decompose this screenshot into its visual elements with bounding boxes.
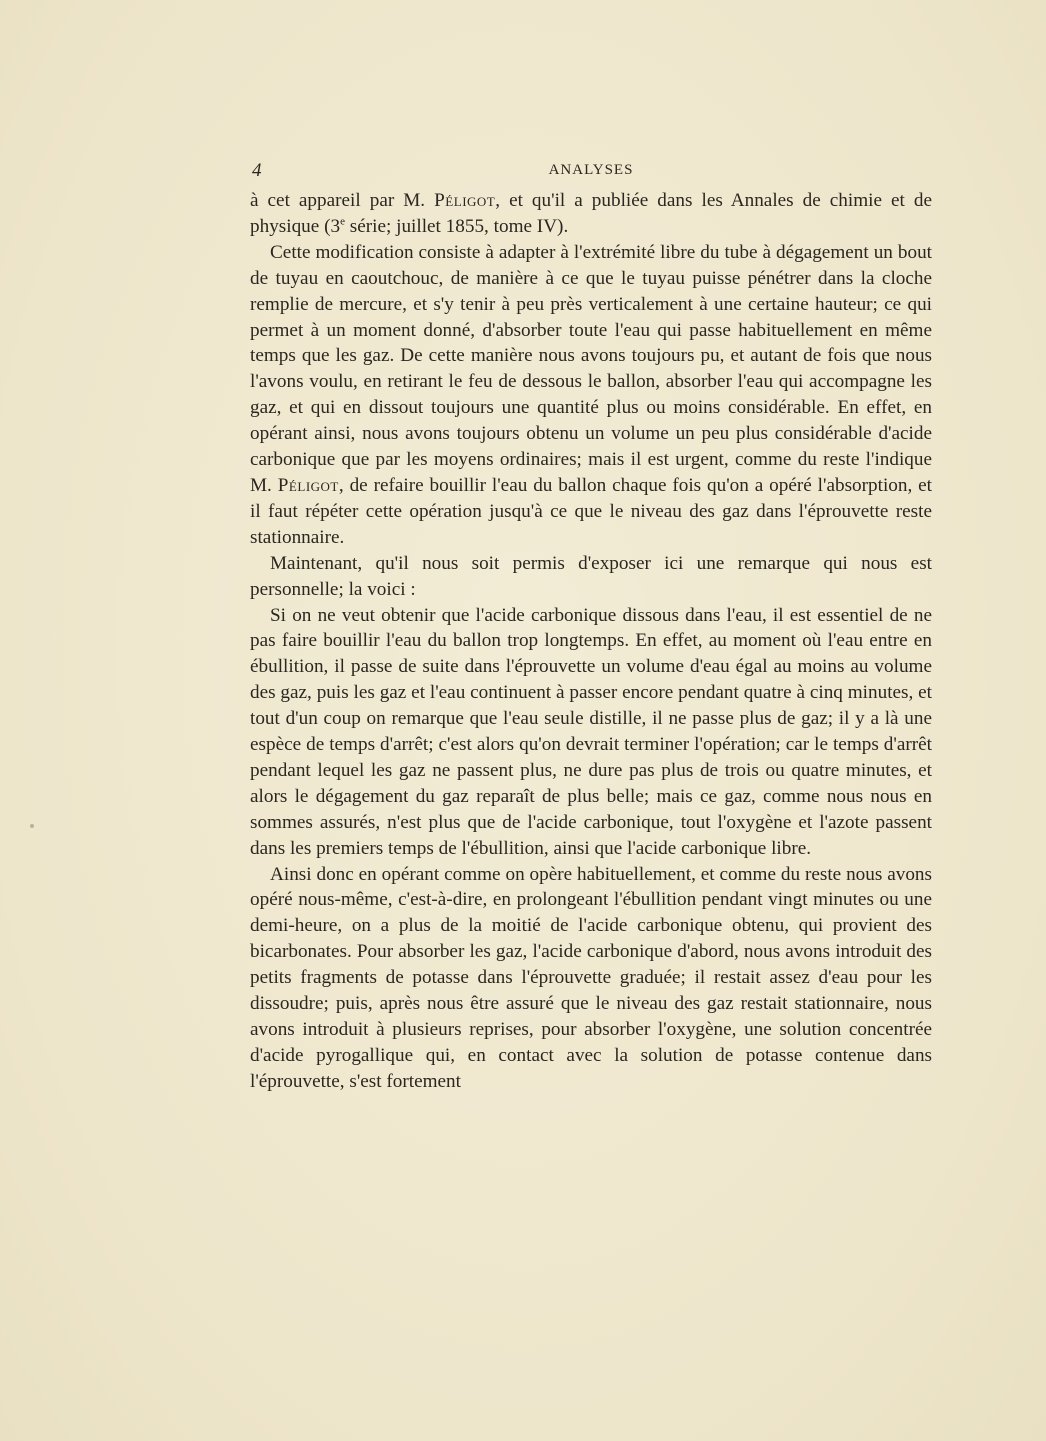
paragraph-2: Cette modification consiste à adapter à l'extrémité libre du tube à dégagement un bout de tuyau en caoutchouc, de manière à ce que le tuyau puisse pénétrer dans la cloche remplie de mercure, et s'y tenir à peu près verticalement à une certaine hauteur; ce qui permet à un moment donné, d'absorber toute l'eau qui passe habituellement en même temps que les gaz. De cette manière nous avons toujours pu, et autant de fois que nous l'avons voulu, en retirant le feu de dessous le ballon, absorber l'eau qui accompagne les gaz, et qui en dissout toujours une quantité plus ou moins considérable. En effet, en opérant ainsi, nous avons toujours obtenu un volume un peu plus considérable d'acide carbonique que par les moyens ordinaires; mais il est urgent, comme du reste l'indique M. Péligot, de refaire bouillir l'eau du ballon chaque fois qu'on a opéré l'absorption, et il faut répéter cette opération jusqu'à ce que le niveau des gaz dans l'éprouvette reste stationnaire.	[250, 241, 932, 548]
page-header	[250, 160, 932, 184]
body-text	[250, 188, 932, 1095]
paragraph-4: Si on ne veut obtenir que l'acide carbonique dissous dans l'eau, il est essentiel de ne pas faire bouillir l'eau du ballon trop longtemps. En effet, au moment où l'eau entre en ébullition, il passe de suite dans l'éprouvette un volume d'eau égal au moins au volume des gaz, puis les gaz et l'eau continuent à passer encore pendant quatre à cinq minutes, et tout d'un coup on remarque que l'eau seule distille, il ne passe plus de gaz; il y a là une espèce de temps d'arrêt; c'est alors qu'on devrait terminer l'opération; car le temps d'arrêt pendant lequel les gaz ne passent plus, ne dure pas plus de trois ou quatre minutes, et alors le dégagement du gaz reparaît de plus belle; mais ce gaz, comme nous nous en sommes assurés, n'est plus que de l'acide carbonique, tout l'oxygène et l'azote passent dans les premiers temps de l'ébullition, ainsi que l'acide carbonique libre.	[250, 604, 932, 859]
paragraph-5: Ainsi donc en opérant comme on opère habituellement, et comme du reste nous avons opéré nous-même, c'est-à-dire, en prolongeant l'ébullition pendant vingt minutes ou une demi-heure, on a plus de la moitié de l'acide carbonique obtenu, qui provient des bicarbonates. Pour absorber les gaz, l'acide carbonique d'abord, nous avons introduit des petits fragments de potasse dans l'éprouvette graduée; il restait assez d'eau pour les dissoudre; puis, après nous être assuré que le niveau des gaz restait stationnaire, nous avons introduit à plusieurs reprises, pour absorber l'oxygène, une solution concentrée d'acide pyrogallique qui, en contact avec la solution de potasse contenue dans l'éprouvette, s'est fortement	[250, 863, 932, 1092]
ordinal-superscript: e	[340, 215, 345, 228]
paragraph-3: Maintenant, qu'il nous soit permis d'exposer ici une remarque qui nous est personnelle; la voici :	[250, 552, 932, 600]
paper-speck	[30, 824, 34, 828]
author-name: Péligot	[277, 474, 339, 496]
page-number: 4	[252, 160, 262, 181]
running-head: ANALYSES	[548, 162, 634, 178]
paragraph-1: à cet appareil par M. Péligot, et qu'il a publiée dans les Annales de chimie et de physique (3e série; juillet 1855, tome IV).	[250, 190, 932, 237]
author-name: Péligot	[434, 190, 496, 211]
